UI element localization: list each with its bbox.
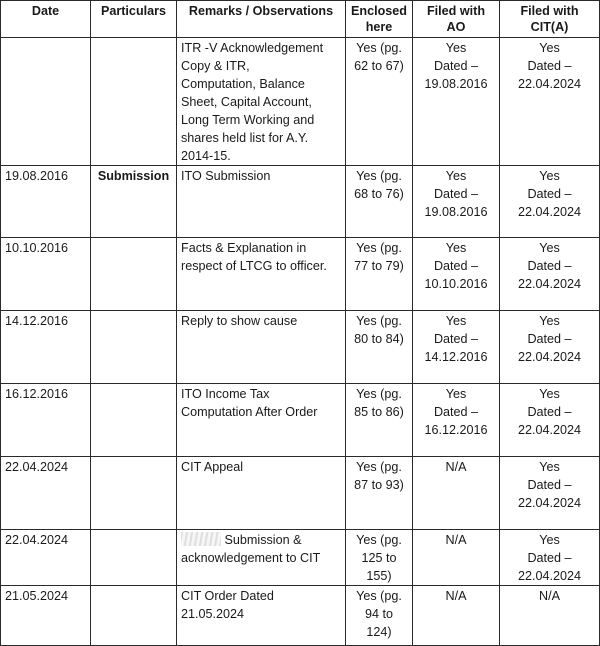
cell-remarks-line: Computation, Balance: [181, 77, 305, 91]
cell-filed-cit: [500, 166, 600, 238]
cell-particulars: [91, 530, 177, 586]
cell-filed-ao: [413, 384, 500, 457]
cell-remarks-line: shares held list for A.Y.: [181, 131, 309, 145]
cell-remarks: [177, 38, 346, 166]
cell-filed-ao: [413, 38, 500, 166]
cell-filed-cit-line: Yes: [539, 314, 560, 328]
cell-enclosed: [346, 586, 413, 646]
table-row: [1, 384, 600, 457]
smudged-text-mark: [181, 532, 221, 546]
cell-remarks-line: CIT Order Dated: [181, 589, 274, 603]
cell-enclosed-line: 155): [366, 569, 392, 583]
cell-enclosed-line: 125 to: [361, 551, 397, 565]
cell-date: 22.04.2024: [1, 457, 91, 530]
header-date: Date: [1, 1, 91, 38]
cell-remarks-line: ITO Income Tax: [181, 387, 270, 401]
cell-enclosed: [346, 238, 413, 311]
cell-enclosed: [346, 311, 413, 384]
header-filed-ao-line: AO: [446, 20, 466, 34]
cell-filed-ao: [413, 166, 500, 238]
cell-filed-ao-line: N/A: [445, 589, 467, 603]
remarks-text: Submission &: [224, 533, 302, 547]
table-row: [1, 166, 600, 238]
header-row: [1, 1, 600, 38]
cell-remarks-line: CIT Appeal: [181, 460, 244, 474]
cell-enclosed-line: Yes (pg.: [356, 387, 402, 401]
cell-remarks-line: respect of LTCG to officer.: [181, 259, 327, 273]
cell-filed-ao-line: 19.08.2016: [424, 77, 488, 91]
cell-enclosed-line: 62 to 67): [354, 59, 404, 73]
cell-filed-ao-line: 14.12.2016: [424, 350, 488, 364]
cell-filed-cit-line: Yes: [539, 460, 560, 474]
cell-filed-cit-line: Yes: [539, 533, 560, 547]
cell-filed-cit-line: Yes: [539, 387, 560, 401]
cell-filed-cit-line: 22.04.2024: [517, 569, 582, 583]
cell-filed-cit: [500, 238, 600, 311]
cell-remarks: [177, 311, 346, 384]
cell-filed-ao-line: Dated –: [433, 405, 479, 419]
cell-date: [1, 38, 91, 166]
cell-enclosed-line: 85 to 86): [354, 405, 404, 419]
cell-enclosed: [346, 384, 413, 457]
cell-enclosed-line: Yes (pg.: [356, 41, 402, 55]
cell-filed-ao-line: 10.10.2016: [424, 277, 488, 291]
cell-filed-cit-line: Yes: [539, 169, 560, 183]
cell-filed-cit-line: Yes: [539, 41, 560, 55]
cell-remarks-line: acknowledgement to CIT: [181, 551, 321, 565]
cell-filed-cit-line: 22.04.2024: [517, 350, 582, 364]
cell-enclosed-line: Yes (pg.: [356, 314, 402, 328]
header-enclosed-line: here: [365, 20, 393, 34]
cell-remarks-line: Reply to show cause: [181, 314, 298, 328]
table-row: [1, 238, 600, 311]
cell-remarks: [177, 166, 346, 238]
cell-filed-cit-line: 22.04.2024: [517, 77, 582, 91]
cell-filed-ao-line: Yes: [445, 169, 467, 183]
header-remarks: Remarks / Observations: [177, 1, 346, 38]
cell-filed-cit-line: Dated –: [527, 405, 572, 419]
cell-filed-ao: [413, 586, 500, 646]
cell-filed-cit-line: N/A: [539, 589, 560, 603]
cell-enclosed: [346, 457, 413, 530]
cell-enclosed-line: 124): [366, 625, 392, 639]
cell-filed-cit-line: Dated –: [527, 259, 572, 273]
cell-remarks-line: Computation After Order: [181, 405, 318, 419]
cell-enclosed-line: 77 to 79): [354, 259, 404, 273]
cell-filed-cit: [500, 311, 600, 384]
cell-filed-cit: [500, 586, 600, 646]
header-particulars: Particulars: [91, 1, 177, 38]
cell-filed-cit-line: Dated –: [527, 478, 572, 492]
header-filed-cit-line: Filed with: [520, 4, 579, 18]
cell-filed-ao-line: Yes: [445, 241, 467, 255]
cell-filed-cit-line: 22.04.2024: [517, 496, 582, 510]
cell-remarks-line: 21.05.2024: [181, 607, 245, 621]
header-filed-cit: [500, 1, 600, 38]
cell-enclosed-line: 94 to: [364, 607, 393, 621]
cell-remarks-line: Facts & Explanation in: [181, 241, 307, 255]
cell-filed-ao: [413, 530, 500, 586]
cell-filed-cit-line: Dated –: [527, 59, 572, 73]
table-row: [1, 586, 600, 646]
cell-filed-ao-line: Yes: [445, 387, 467, 401]
cell-remarks-line: ITR -V Acknowledgement: [181, 41, 324, 55]
cell-particulars: [91, 457, 177, 530]
cell-enclosed: [346, 166, 413, 238]
cell-filed-cit-line: 22.04.2024: [517, 423, 582, 437]
cell-particulars: [91, 238, 177, 311]
cell-filed-cit: [500, 530, 600, 586]
cell-filed-cit: [500, 457, 600, 530]
cell-filed-ao: [413, 238, 500, 311]
cell-particulars: Submission: [91, 166, 177, 238]
cell-date: 21.05.2024: [1, 586, 91, 646]
cell-remarks-line: ITO Submission: [181, 169, 271, 183]
cell-remarks-line: Long Term Working and: [181, 113, 315, 127]
cell-enclosed-line: Yes (pg.: [356, 241, 402, 255]
cell-remarks: [177, 238, 346, 311]
cell-filed-ao-line: 16.12.2016: [424, 423, 488, 437]
header-filed-ao: [413, 1, 500, 38]
table-row: [1, 457, 600, 530]
cell-enclosed-line: 80 to 84): [354, 332, 404, 346]
cell-remarks: [177, 384, 346, 457]
cell-date: 14.12.2016: [1, 311, 91, 384]
cell-filed-ao-line: Yes: [445, 41, 467, 55]
cell-enclosed-line: Yes (pg.: [356, 533, 402, 547]
cell-remarks-line: 2014-15.: [181, 149, 231, 163]
cell-remarks-line: Copy & ITR,: [181, 59, 250, 73]
cell-date: 10.10.2016: [1, 238, 91, 311]
cell-particulars: [91, 38, 177, 166]
table-row: [1, 38, 600, 166]
cell-filed-ao-line: N/A: [445, 460, 467, 474]
cell-enclosed-line: 68 to 76): [354, 187, 404, 201]
header-filed-cit-line: CIT(A): [530, 20, 569, 34]
cell-enclosed-line: Yes (pg.: [356, 169, 402, 183]
cell-enclosed: [346, 530, 413, 586]
cell-particulars: [91, 311, 177, 384]
cell-enclosed-line: 87 to 93): [354, 478, 404, 492]
cell-filed-ao: [413, 311, 500, 384]
header-filed-ao-line: Filed with: [426, 4, 486, 18]
header-enclosed-line: Enclosed: [351, 4, 407, 18]
cell-filed-ao-line: Dated –: [433, 59, 479, 73]
cell-remarks: [177, 457, 346, 530]
cell-enclosed-line: Yes (pg.: [356, 460, 402, 474]
cell-date: 19.08.2016: [1, 166, 91, 238]
table-row: [1, 530, 600, 586]
cell-enclosed-line: Yes (pg.: [356, 589, 402, 603]
cell-filed-cit-line: Dated –: [527, 332, 572, 346]
cell-filed-ao-line: Yes: [445, 314, 467, 328]
cell-filed-ao-line: N/A: [445, 533, 467, 547]
header-enclosed: [346, 1, 413, 38]
table-row: [1, 311, 600, 384]
cell-filed-ao-line: Dated –: [433, 332, 479, 346]
cell-filed-cit-line: Dated –: [527, 551, 572, 565]
cell-filed-cit: [500, 384, 600, 457]
cell-particulars: [91, 384, 177, 457]
cell-filed-cit-line: 22.04.2024: [517, 205, 582, 219]
cell-remarks-line: Sheet, Capital Account,: [181, 95, 312, 109]
cell-filed-ao: [413, 457, 500, 530]
cell-remarks: [177, 530, 346, 586]
cell-filed-ao-line: 19.08.2016: [424, 205, 488, 219]
cell-date: 22.04.2024: [1, 530, 91, 586]
cell-filed-cit-line: Dated –: [527, 187, 572, 201]
cell-filed-cit-line: 22.04.2024: [517, 277, 582, 291]
cell-remarks-line: [181, 531, 341, 549]
cell-enclosed: [346, 38, 413, 166]
table-body: [1, 38, 600, 646]
cell-filed-cit-line: Yes: [539, 241, 560, 255]
cell-filed-ao-line: Dated –: [433, 187, 479, 201]
cell-filed-ao-line: Dated –: [433, 259, 479, 273]
cell-filed-cit: [500, 38, 600, 166]
cell-remarks: [177, 586, 346, 646]
cell-particulars: [91, 586, 177, 646]
cell-date: 16.12.2016: [1, 384, 91, 457]
